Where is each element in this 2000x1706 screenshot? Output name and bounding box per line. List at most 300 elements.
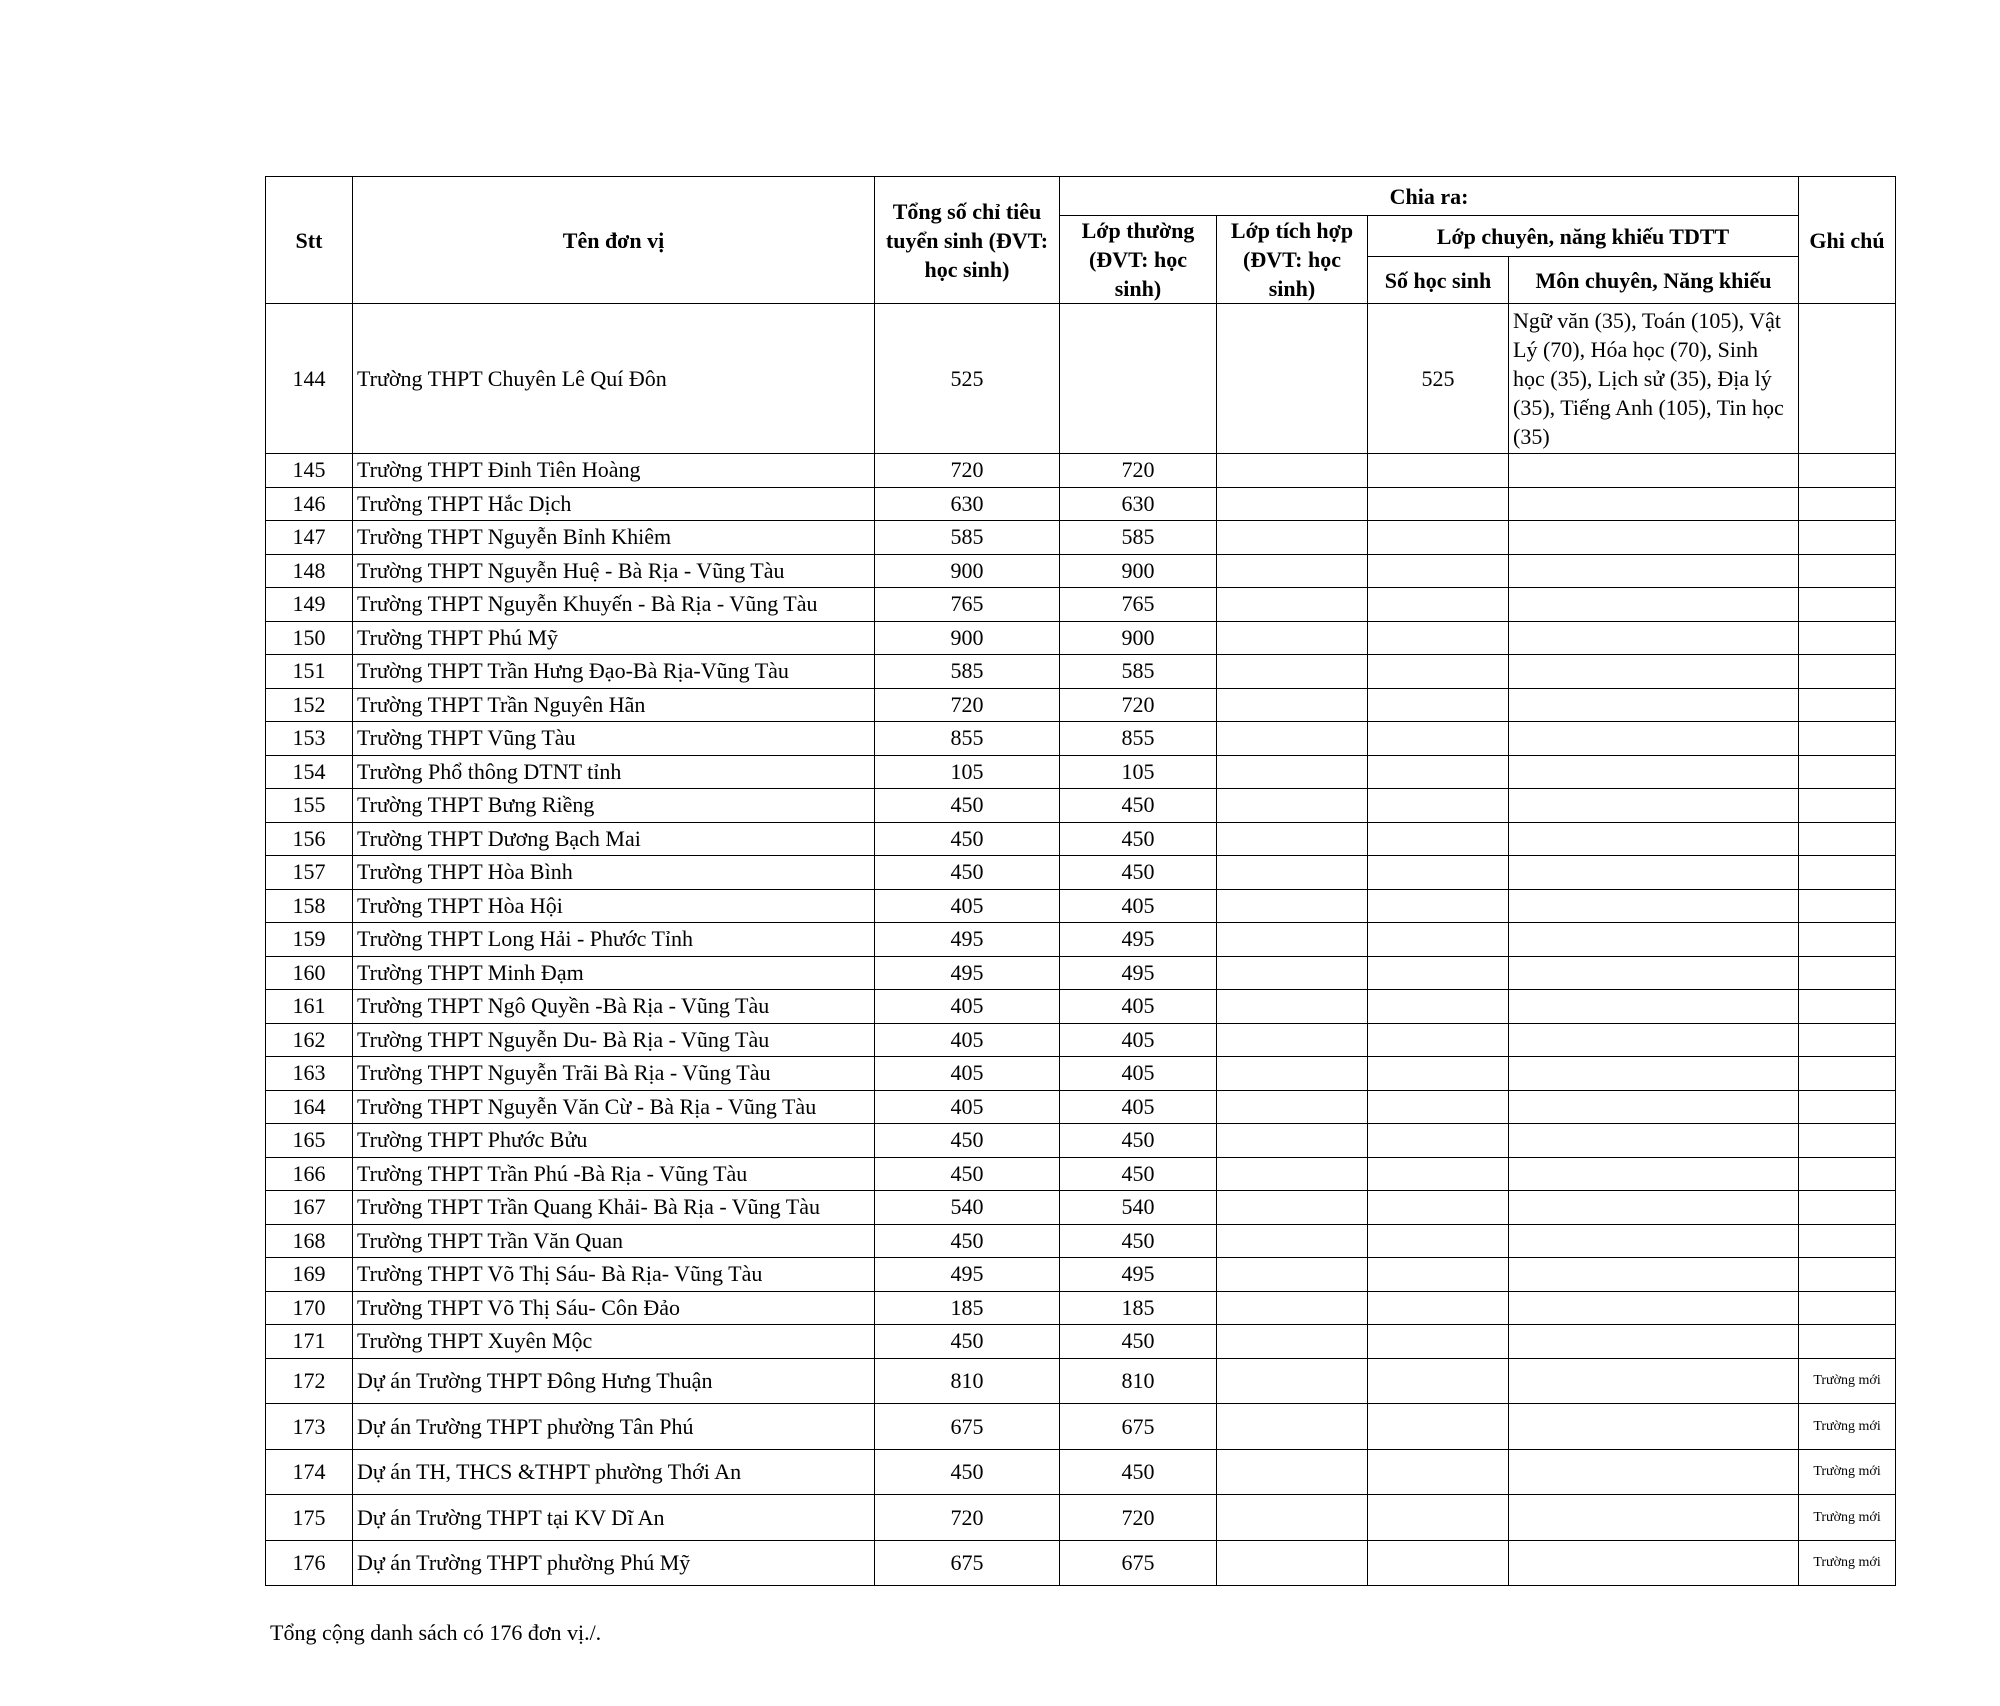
row-integrated <box>1217 822 1368 856</box>
row-integrated <box>1217 688 1368 722</box>
header-name: Tên đơn vị <box>353 177 875 304</box>
row-spec-num <box>1368 1258 1509 1292</box>
row-total: 525 <box>875 304 1060 454</box>
table-row <box>266 889 1896 923</box>
row-total: 630 <box>875 487 1060 521</box>
row-note <box>1799 755 1896 789</box>
row-subjects: Ngữ văn (35), Toán (105), Vật Lý (70), Hóa học (70), Sinh học (35), Lịch sử (35), Địa lý (35), Tiếng Anh (105), Tin học (35) <box>1509 304 1799 454</box>
row-integrated <box>1217 1404 1368 1450</box>
row-regular: 495 <box>1060 956 1217 990</box>
row-integrated <box>1217 1124 1368 1158</box>
row-spec-num <box>1368 1124 1509 1158</box>
table-row <box>266 1325 1896 1359</box>
row-note: Trường mới <box>1799 1495 1896 1541</box>
row-total: 405 <box>875 1090 1060 1124</box>
row-total: 405 <box>875 889 1060 923</box>
header-num-students: Số học sinh <box>1368 257 1509 304</box>
row-spec-num <box>1368 487 1509 521</box>
row-integrated <box>1217 655 1368 689</box>
row-regular: 495 <box>1060 1258 1217 1292</box>
row-note <box>1799 1224 1896 1258</box>
row-integrated <box>1217 554 1368 588</box>
row-integrated <box>1217 956 1368 990</box>
row-stt: 175 <box>266 1495 353 1541</box>
row-regular: 450 <box>1060 1157 1217 1191</box>
row-subjects <box>1509 1023 1799 1057</box>
row-total: 185 <box>875 1291 1060 1325</box>
table-row <box>266 755 1896 789</box>
row-integrated <box>1217 722 1368 756</box>
row-integrated <box>1217 1258 1368 1292</box>
row-name: Trường THPT Nguyễn Huệ - Bà Rịa - Vũng Tàu <box>353 554 875 588</box>
row-note <box>1799 688 1896 722</box>
row-integrated <box>1217 755 1368 789</box>
table-row <box>266 655 1896 689</box>
row-spec-num <box>1368 454 1509 488</box>
table-row <box>266 1291 1896 1325</box>
header-integrated: Lớp tích hợp (ĐVT: học sinh) <box>1217 216 1368 304</box>
row-note <box>1799 789 1896 823</box>
row-regular: 675 <box>1060 1404 1217 1450</box>
row-stt: 154 <box>266 755 353 789</box>
row-note <box>1799 856 1896 890</box>
row-spec-num <box>1368 588 1509 622</box>
table-row <box>266 688 1896 722</box>
row-name: Dự án Trường THPT phường Tân Phú <box>353 1404 875 1450</box>
row-regular: 900 <box>1060 554 1217 588</box>
row-regular: 675 <box>1060 1540 1217 1586</box>
row-name: Trường THPT Võ Thị Sáu- Côn Đảo <box>353 1291 875 1325</box>
row-subjects <box>1509 956 1799 990</box>
row-spec-num <box>1368 1023 1509 1057</box>
row-name: Trường THPT Đinh Tiên Hoàng <box>353 454 875 488</box>
row-stt: 170 <box>266 1291 353 1325</box>
row-spec-num <box>1368 1090 1509 1124</box>
row-integrated <box>1217 1358 1368 1404</box>
row-stt: 158 <box>266 889 353 923</box>
row-name: Trường THPT Trần Hưng Đạo-Bà Rịa-Vũng Tàu <box>353 655 875 689</box>
row-name: Trường Phổ thông DTNT tỉnh <box>353 755 875 789</box>
row-note: Trường mới <box>1799 1540 1896 1586</box>
row-name: Trường THPT Xuyên Mộc <box>353 1325 875 1359</box>
row-name: Trường THPT Phú Mỹ <box>353 621 875 655</box>
row-regular: 720 <box>1060 1495 1217 1541</box>
row-subjects <box>1509 554 1799 588</box>
row-stt: 171 <box>266 1325 353 1359</box>
table-row <box>266 1157 1896 1191</box>
row-subjects <box>1509 588 1799 622</box>
row-spec-num <box>1368 889 1509 923</box>
row-stt: 144 <box>266 304 353 454</box>
row-integrated <box>1217 1495 1368 1541</box>
row-name: Trường THPT Ngô Quyền -Bà Rịa - Vũng Tàu <box>353 990 875 1024</box>
row-total: 450 <box>875 856 1060 890</box>
row-integrated <box>1217 304 1368 454</box>
row-note <box>1799 454 1896 488</box>
row-name: Dự án TH, THCS &THPT phường Thới An <box>353 1449 875 1495</box>
row-total: 450 <box>875 1224 1060 1258</box>
row-total: 720 <box>875 1495 1060 1541</box>
row-note: Trường mới <box>1799 1358 1896 1404</box>
row-note <box>1799 722 1896 756</box>
row-regular: 450 <box>1060 822 1217 856</box>
table-row <box>266 990 1896 1024</box>
row-regular: 450 <box>1060 1224 1217 1258</box>
table-row <box>266 1258 1896 1292</box>
row-total: 450 <box>875 1124 1060 1158</box>
row-subjects <box>1509 1495 1799 1541</box>
row-name: Trường THPT Nguyễn Trãi Bà Rịa - Vũng Tàu <box>353 1057 875 1091</box>
row-stt: 159 <box>266 923 353 957</box>
row-note <box>1799 554 1896 588</box>
row-regular: 540 <box>1060 1191 1217 1225</box>
row-integrated <box>1217 1449 1368 1495</box>
row-name: Trường THPT Nguyễn Văn Cừ - Bà Rịa - Vũng Tàu <box>353 1090 875 1124</box>
row-spec-num <box>1368 990 1509 1024</box>
row-note <box>1799 822 1896 856</box>
row-stt: 155 <box>266 789 353 823</box>
row-total: 450 <box>875 1325 1060 1359</box>
row-regular: 585 <box>1060 655 1217 689</box>
row-total: 675 <box>875 1540 1060 1586</box>
row-subjects <box>1509 487 1799 521</box>
row-regular: 720 <box>1060 454 1217 488</box>
row-integrated <box>1217 1325 1368 1359</box>
row-regular: 450 <box>1060 1325 1217 1359</box>
header-stt: Stt <box>266 177 353 304</box>
row-name: Trường THPT Trần Nguyên Hãn <box>353 688 875 722</box>
row-regular: 105 <box>1060 755 1217 789</box>
row-spec-num <box>1368 856 1509 890</box>
row-subjects <box>1509 1224 1799 1258</box>
row-note <box>1799 1258 1896 1292</box>
row-total: 765 <box>875 588 1060 622</box>
row-stt: 147 <box>266 521 353 555</box>
row-total: 450 <box>875 1157 1060 1191</box>
row-subjects <box>1509 990 1799 1024</box>
row-integrated <box>1217 1157 1368 1191</box>
row-subjects <box>1509 1057 1799 1091</box>
row-spec-num <box>1368 1495 1509 1541</box>
table-row <box>266 1540 1896 1586</box>
row-spec-num <box>1368 822 1509 856</box>
row-subjects <box>1509 822 1799 856</box>
table-row <box>266 1495 1896 1541</box>
row-regular: 855 <box>1060 722 1217 756</box>
row-subjects <box>1509 1291 1799 1325</box>
table-row <box>266 856 1896 890</box>
row-stt: 172 <box>266 1358 353 1404</box>
row-regular: 450 <box>1060 856 1217 890</box>
row-subjects <box>1509 1540 1799 1586</box>
row-name: Dự án Trường THPT phường Phú Mỹ <box>353 1540 875 1586</box>
row-regular: 405 <box>1060 889 1217 923</box>
row-total: 495 <box>875 956 1060 990</box>
row-stt: 152 <box>266 688 353 722</box>
table-row <box>266 1090 1896 1124</box>
row-total: 405 <box>875 990 1060 1024</box>
table-row <box>266 1449 1896 1495</box>
row-name: Trường THPT Hắc Dịch <box>353 487 875 521</box>
row-spec-num <box>1368 1057 1509 1091</box>
row-spec-num <box>1368 1291 1509 1325</box>
row-stt: 168 <box>266 1224 353 1258</box>
row-note <box>1799 1023 1896 1057</box>
row-total: 810 <box>875 1358 1060 1404</box>
row-integrated <box>1217 789 1368 823</box>
row-spec-num <box>1368 722 1509 756</box>
row-note <box>1799 1157 1896 1191</box>
row-total: 675 <box>875 1404 1060 1450</box>
row-stt: 145 <box>266 454 353 488</box>
table-row <box>266 956 1896 990</box>
row-name: Trường THPT Minh Đạm <box>353 956 875 990</box>
table-row <box>266 521 1896 555</box>
row-subjects <box>1509 1090 1799 1124</box>
row-name: Trường THPT Phước Bửu <box>353 1124 875 1158</box>
row-integrated <box>1217 990 1368 1024</box>
row-note <box>1799 521 1896 555</box>
row-stt: 169 <box>266 1258 353 1292</box>
row-subjects <box>1509 1258 1799 1292</box>
row-stt: 163 <box>266 1057 353 1091</box>
row-spec-num <box>1368 789 1509 823</box>
table-row <box>266 454 1896 488</box>
table-body <box>266 304 1896 1586</box>
table-row <box>266 1404 1896 1450</box>
row-stt: 166 <box>266 1157 353 1191</box>
header-specialized: Lớp chuyên, năng khiếu TDTT <box>1368 216 1799 257</box>
row-note <box>1799 1057 1896 1091</box>
row-spec-num <box>1368 1540 1509 1586</box>
row-integrated <box>1217 889 1368 923</box>
row-stt: 161 <box>266 990 353 1024</box>
row-subjects <box>1509 621 1799 655</box>
row-stt: 153 <box>266 722 353 756</box>
row-spec-num <box>1368 554 1509 588</box>
table-row <box>266 621 1896 655</box>
row-regular: 185 <box>1060 1291 1217 1325</box>
table-row <box>266 722 1896 756</box>
row-integrated <box>1217 1191 1368 1225</box>
row-note <box>1799 621 1896 655</box>
row-integrated <box>1217 1023 1368 1057</box>
row-stt: 149 <box>266 588 353 622</box>
row-integrated <box>1217 856 1368 890</box>
row-stt: 160 <box>266 956 353 990</box>
row-name: Trường THPT Hòa Bình <box>353 856 875 890</box>
row-integrated <box>1217 1540 1368 1586</box>
row-stt: 174 <box>266 1449 353 1495</box>
row-stt: 165 <box>266 1124 353 1158</box>
row-integrated <box>1217 487 1368 521</box>
row-subjects <box>1509 454 1799 488</box>
row-total: 855 <box>875 722 1060 756</box>
row-integrated <box>1217 521 1368 555</box>
enrollment-table <box>265 176 1896 1586</box>
row-spec-num <box>1368 1157 1509 1191</box>
row-integrated <box>1217 1291 1368 1325</box>
row-subjects <box>1509 856 1799 890</box>
row-spec-num <box>1368 1325 1509 1359</box>
row-total: 405 <box>875 1023 1060 1057</box>
table-row <box>266 554 1896 588</box>
row-note: Trường mới <box>1799 1404 1896 1450</box>
row-stt: 173 <box>266 1404 353 1450</box>
header-total: Tổng số chỉ tiêu tuyển sinh (ĐVT: học sinh) <box>875 177 1060 304</box>
row-total: 900 <box>875 554 1060 588</box>
header-note: Ghi chú <box>1799 177 1896 304</box>
row-integrated <box>1217 621 1368 655</box>
row-subjects <box>1509 1449 1799 1495</box>
row-integrated <box>1217 588 1368 622</box>
row-note <box>1799 588 1896 622</box>
row-integrated <box>1217 1090 1368 1124</box>
row-spec-num <box>1368 1404 1509 1450</box>
row-total: 405 <box>875 1057 1060 1091</box>
row-total: 450 <box>875 822 1060 856</box>
row-spec-num <box>1368 923 1509 957</box>
row-total: 720 <box>875 688 1060 722</box>
row-spec-num <box>1368 621 1509 655</box>
header-subjects: Môn chuyên, Năng khiếu <box>1509 257 1799 304</box>
row-note <box>1799 304 1896 454</box>
row-subjects <box>1509 789 1799 823</box>
row-name: Trường THPT Dương Bạch Mai <box>353 822 875 856</box>
row-subjects <box>1509 521 1799 555</box>
row-regular: 900 <box>1060 621 1217 655</box>
row-name: Trường THPT Trần Quang Khải- Bà Rịa - Vũng Tàu <box>353 1191 875 1225</box>
row-spec-num <box>1368 755 1509 789</box>
row-total: 495 <box>875 923 1060 957</box>
row-total: 585 <box>875 521 1060 555</box>
row-regular <box>1060 304 1217 454</box>
row-name: Trường THPT Trần Văn Quan <box>353 1224 875 1258</box>
row-subjects <box>1509 923 1799 957</box>
table-row <box>266 1023 1896 1057</box>
row-name: Trường THPT Võ Thị Sáu- Bà Rịa- Vũng Tàu <box>353 1258 875 1292</box>
row-total: 495 <box>875 1258 1060 1292</box>
row-spec-num <box>1368 521 1509 555</box>
table-row <box>266 1191 1896 1225</box>
row-spec-num <box>1368 1449 1509 1495</box>
row-subjects <box>1509 1191 1799 1225</box>
row-note <box>1799 1124 1896 1158</box>
row-spec-num <box>1368 1224 1509 1258</box>
row-note <box>1799 655 1896 689</box>
row-total: 585 <box>875 655 1060 689</box>
row-regular: 405 <box>1060 990 1217 1024</box>
row-regular: 495 <box>1060 923 1217 957</box>
row-total: 720 <box>875 454 1060 488</box>
row-regular: 450 <box>1060 1449 1217 1495</box>
row-subjects <box>1509 1404 1799 1450</box>
row-stt: 167 <box>266 1191 353 1225</box>
row-spec-num <box>1368 1358 1509 1404</box>
table-row <box>266 1358 1896 1404</box>
row-note <box>1799 1191 1896 1225</box>
table-row <box>266 1224 1896 1258</box>
row-stt: 164 <box>266 1090 353 1124</box>
row-integrated <box>1217 1224 1368 1258</box>
row-spec-num <box>1368 956 1509 990</box>
row-regular: 585 <box>1060 521 1217 555</box>
row-regular: 765 <box>1060 588 1217 622</box>
row-subjects <box>1509 1124 1799 1158</box>
row-name: Trường THPT Chuyên Lê Quí Đôn <box>353 304 875 454</box>
table-row <box>266 923 1896 957</box>
row-note <box>1799 889 1896 923</box>
row-total: 450 <box>875 1449 1060 1495</box>
row-spec-num <box>1368 688 1509 722</box>
row-name: Trường THPT Trần Phú -Bà Rịa - Vũng Tàu <box>353 1157 875 1191</box>
row-integrated <box>1217 1057 1368 1091</box>
row-stt: 151 <box>266 655 353 689</box>
table-row <box>266 487 1896 521</box>
row-integrated <box>1217 454 1368 488</box>
row-subjects <box>1509 655 1799 689</box>
row-integrated <box>1217 923 1368 957</box>
row-name: Dự án Trường THPT tại KV Dĩ An <box>353 1495 875 1541</box>
row-total: 900 <box>875 621 1060 655</box>
row-name: Trường THPT Nguyễn Khuyến - Bà Rịa - Vũng Tàu <box>353 588 875 622</box>
row-subjects <box>1509 688 1799 722</box>
row-subjects <box>1509 1325 1799 1359</box>
row-note <box>1799 487 1896 521</box>
header-split: Chia ra: <box>1060 177 1799 216</box>
row-note <box>1799 923 1896 957</box>
row-regular: 630 <box>1060 487 1217 521</box>
table-header <box>266 177 1896 304</box>
row-spec-num <box>1368 1191 1509 1225</box>
row-note <box>1799 1325 1896 1359</box>
row-note: Trường mới <box>1799 1449 1896 1495</box>
row-note <box>1799 1090 1896 1124</box>
table-row <box>266 588 1896 622</box>
row-regular: 405 <box>1060 1057 1217 1091</box>
table-row <box>266 1124 1896 1158</box>
row-regular: 405 <box>1060 1090 1217 1124</box>
row-regular: 720 <box>1060 688 1217 722</box>
row-regular: 405 <box>1060 1023 1217 1057</box>
row-stt: 146 <box>266 487 353 521</box>
row-regular: 810 <box>1060 1358 1217 1404</box>
row-stt: 148 <box>266 554 353 588</box>
row-stt: 157 <box>266 856 353 890</box>
row-subjects <box>1509 889 1799 923</box>
table-row <box>266 304 1896 454</box>
row-subjects <box>1509 722 1799 756</box>
row-note <box>1799 1291 1896 1325</box>
row-total: 540 <box>875 1191 1060 1225</box>
row-name: Trường THPT Hòa Hội <box>353 889 875 923</box>
row-regular: 450 <box>1060 1124 1217 1158</box>
row-subjects <box>1509 755 1799 789</box>
table-row <box>266 1057 1896 1091</box>
row-name: Dự án Trường THPT Đông Hưng Thuận <box>353 1358 875 1404</box>
row-spec-num <box>1368 655 1509 689</box>
row-total: 105 <box>875 755 1060 789</box>
row-spec-num: 525 <box>1368 304 1509 454</box>
row-regular: 450 <box>1060 789 1217 823</box>
row-note <box>1799 990 1896 1024</box>
row-stt: 150 <box>266 621 353 655</box>
row-name: Trường THPT Nguyễn Du- Bà Rịa - Vũng Tàu <box>353 1023 875 1057</box>
row-name: Trường THPT Long Hải - Phước Tỉnh <box>353 923 875 957</box>
header-regular: Lớp thường (ĐVT: học sinh) <box>1060 216 1217 304</box>
table-row <box>266 789 1896 823</box>
row-note <box>1799 956 1896 990</box>
